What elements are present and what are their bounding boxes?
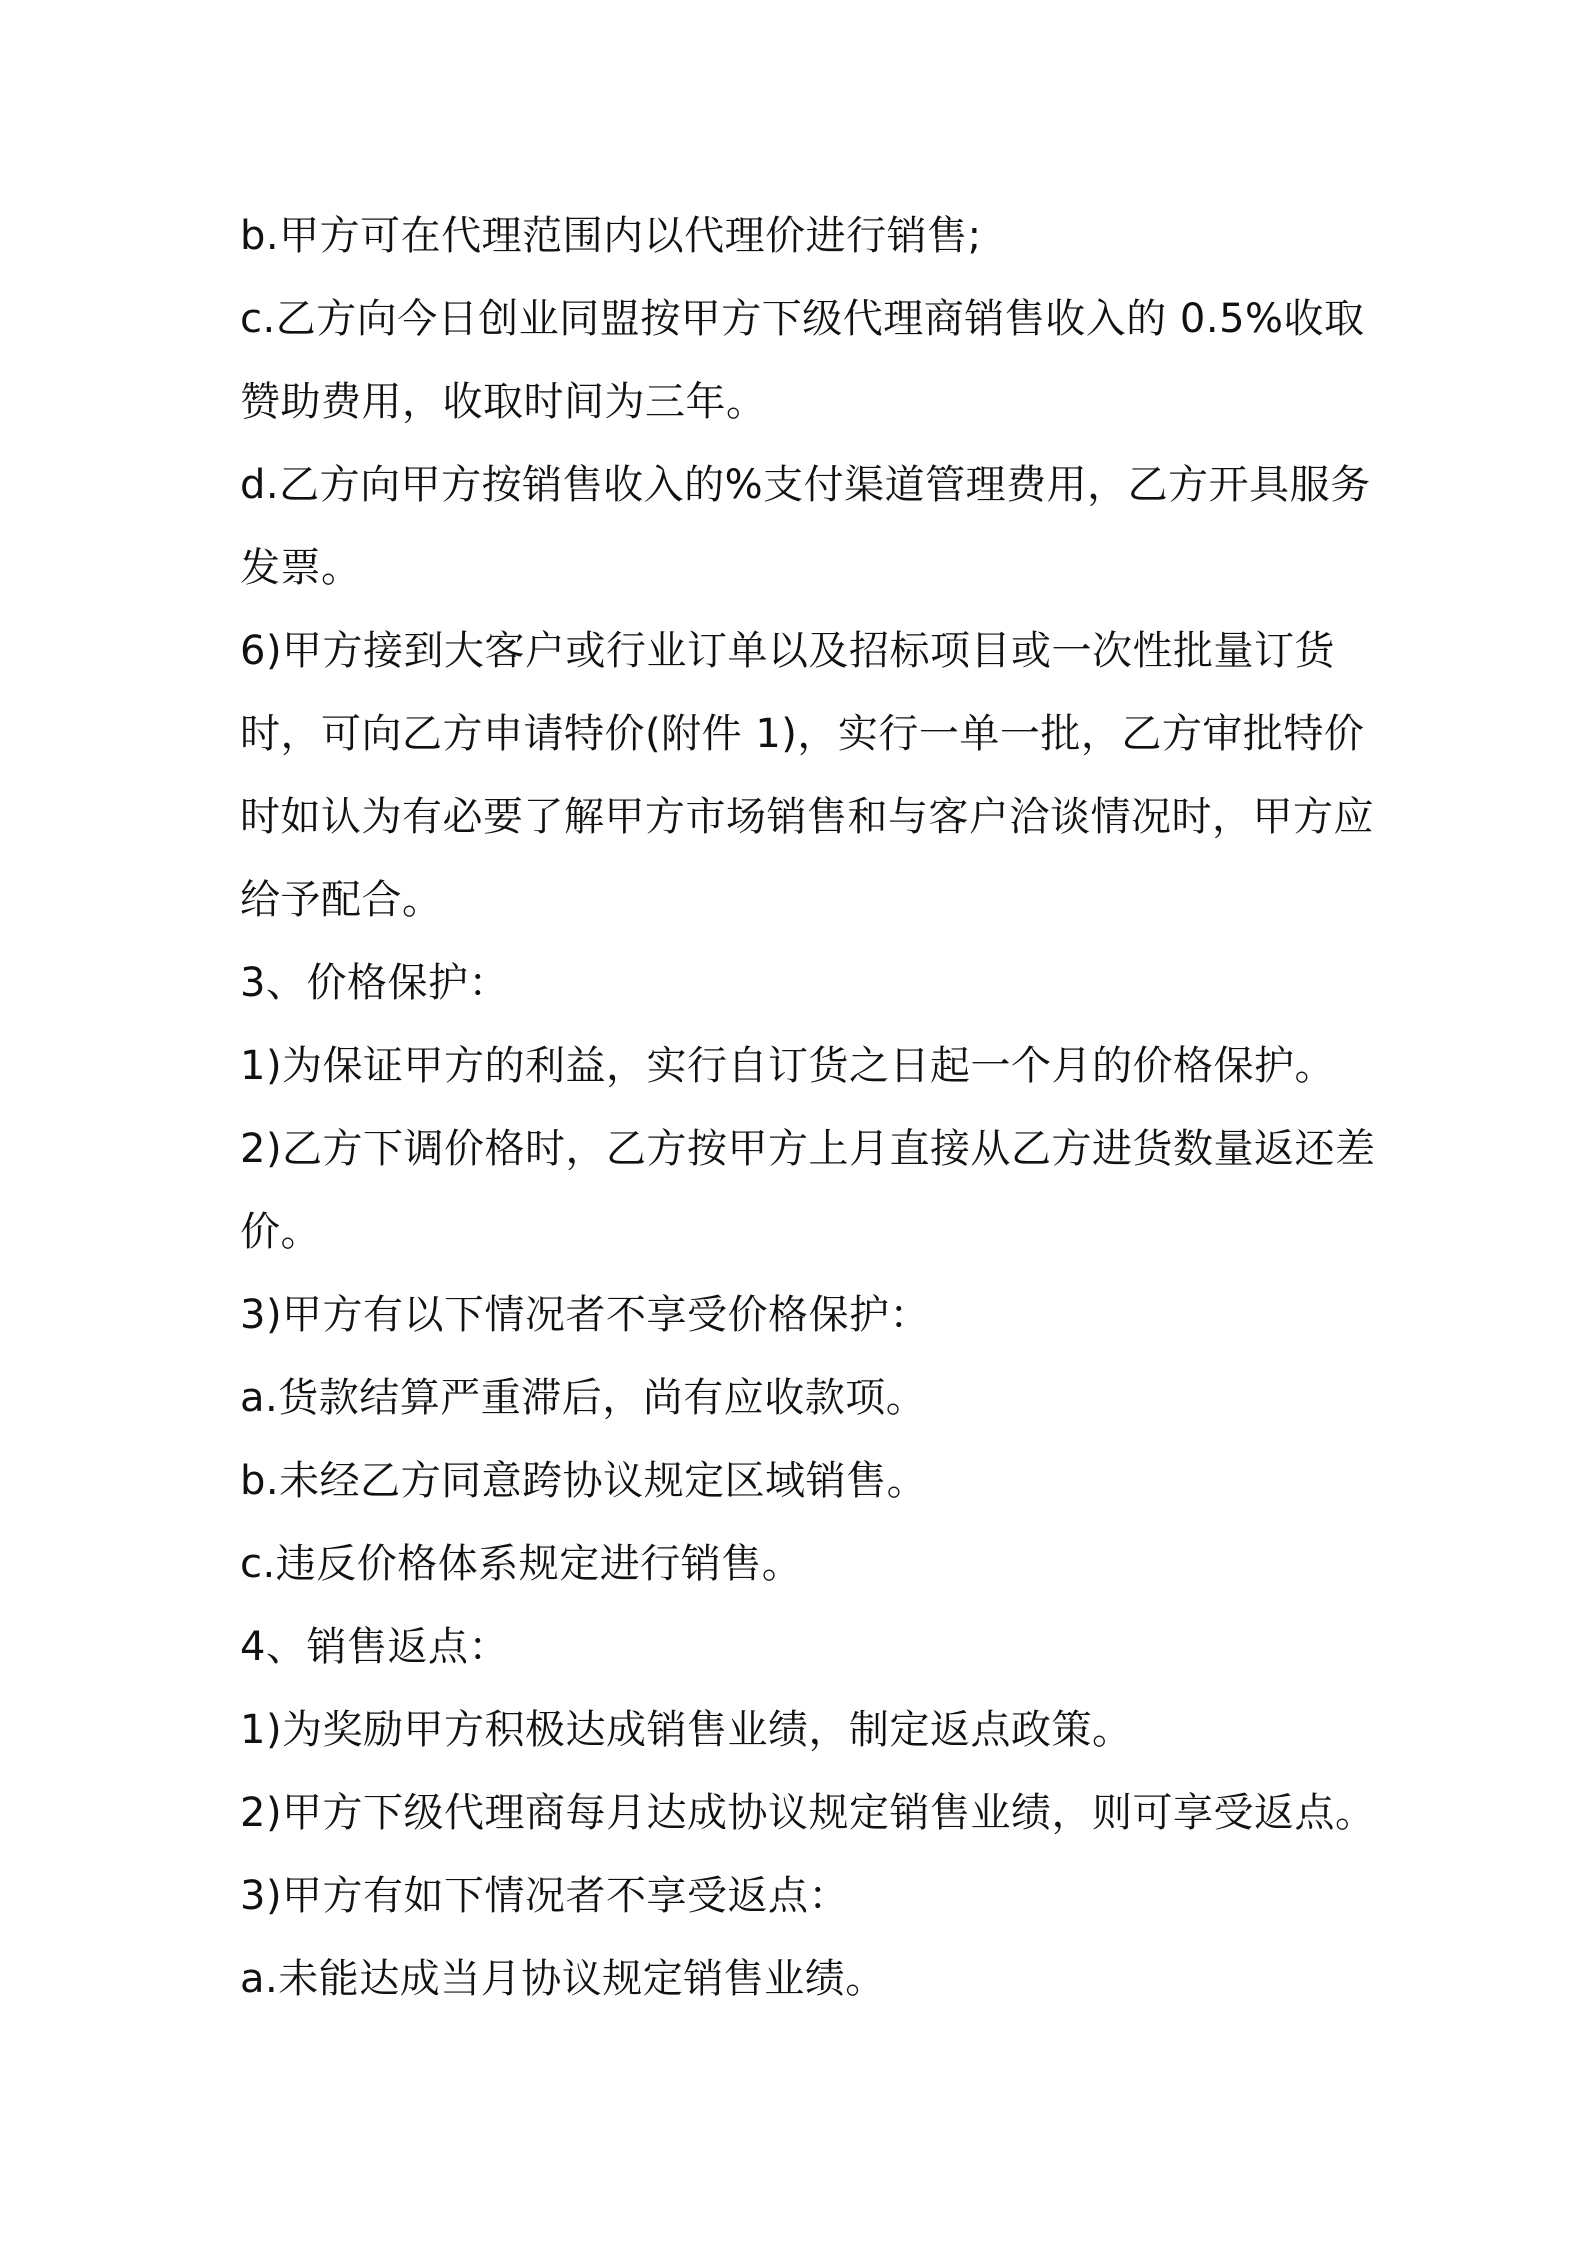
text-line-17: c.违反价格体系规定进行销售。 xyxy=(240,1541,803,1587)
text-line-16: b.未经乙方同意跨协议规定区域销售。 xyxy=(240,1458,928,1504)
text-line-3: 赞助费用，收取时间为三年。 xyxy=(240,379,767,425)
text-line-4: d.乙方向甲方按销售收入的%支付渠道管理费用，乙方开具服务 xyxy=(240,462,1371,508)
section-heading-price-protection: 3、价格保护： xyxy=(240,960,509,1006)
text-line-14: 3)甲方有以下情况者不享受价格保护： xyxy=(240,1292,931,1338)
text-line-20: 2)甲方下级代理商每月达成协议规定销售业绩，则可享受返点。 xyxy=(240,1790,1376,1836)
text-line-19: 1)为奖励甲方积极达成销售业绩，制定返点政策。 xyxy=(240,1707,1133,1753)
text-line-9: 给予配合。 xyxy=(240,877,443,923)
text-line-8: 时如认为有必要了解甲方市场销售和与客户洽谈情况时，甲方应 xyxy=(240,794,1374,840)
text-line-13: 价。 xyxy=(240,1209,321,1255)
text-line-11: 1)为保证甲方的利益，实行自订货之日起一个月的价格保护。 xyxy=(240,1043,1336,1089)
section-heading-sales-rebate: 4、销售返点： xyxy=(240,1624,509,1670)
text-line-15: a.货款结算严重滞后，尚有应收款项。 xyxy=(240,1375,927,1421)
text-line-5: 发票。 xyxy=(240,545,362,591)
text-line-21: 3)甲方有如下情况者不享受返点： xyxy=(240,1873,850,1919)
text-line-1: b.甲方可在代理范围内以代理价进行销售; xyxy=(240,213,982,259)
text-line-6: 6)甲方接到大客户或行业订单以及招标项目或一次性批量订货 xyxy=(240,628,1336,674)
text-line-12: 2)乙方下调价格时，乙方按甲方上月直接从乙方进货数量返还差 xyxy=(240,1126,1376,1172)
text-line-7: 时，可向乙方申请特价(附件 1)，实行一单一批，乙方审批特价 xyxy=(240,711,1365,757)
document-body xyxy=(240,195,1376,2021)
text-line-2: c.乙方向今日创业同盟按甲方下级代理商销售收入的 0.5%收取 xyxy=(240,296,1365,342)
text-line-22: a.未能达成当月协议规定销售业绩。 xyxy=(240,1956,886,2002)
